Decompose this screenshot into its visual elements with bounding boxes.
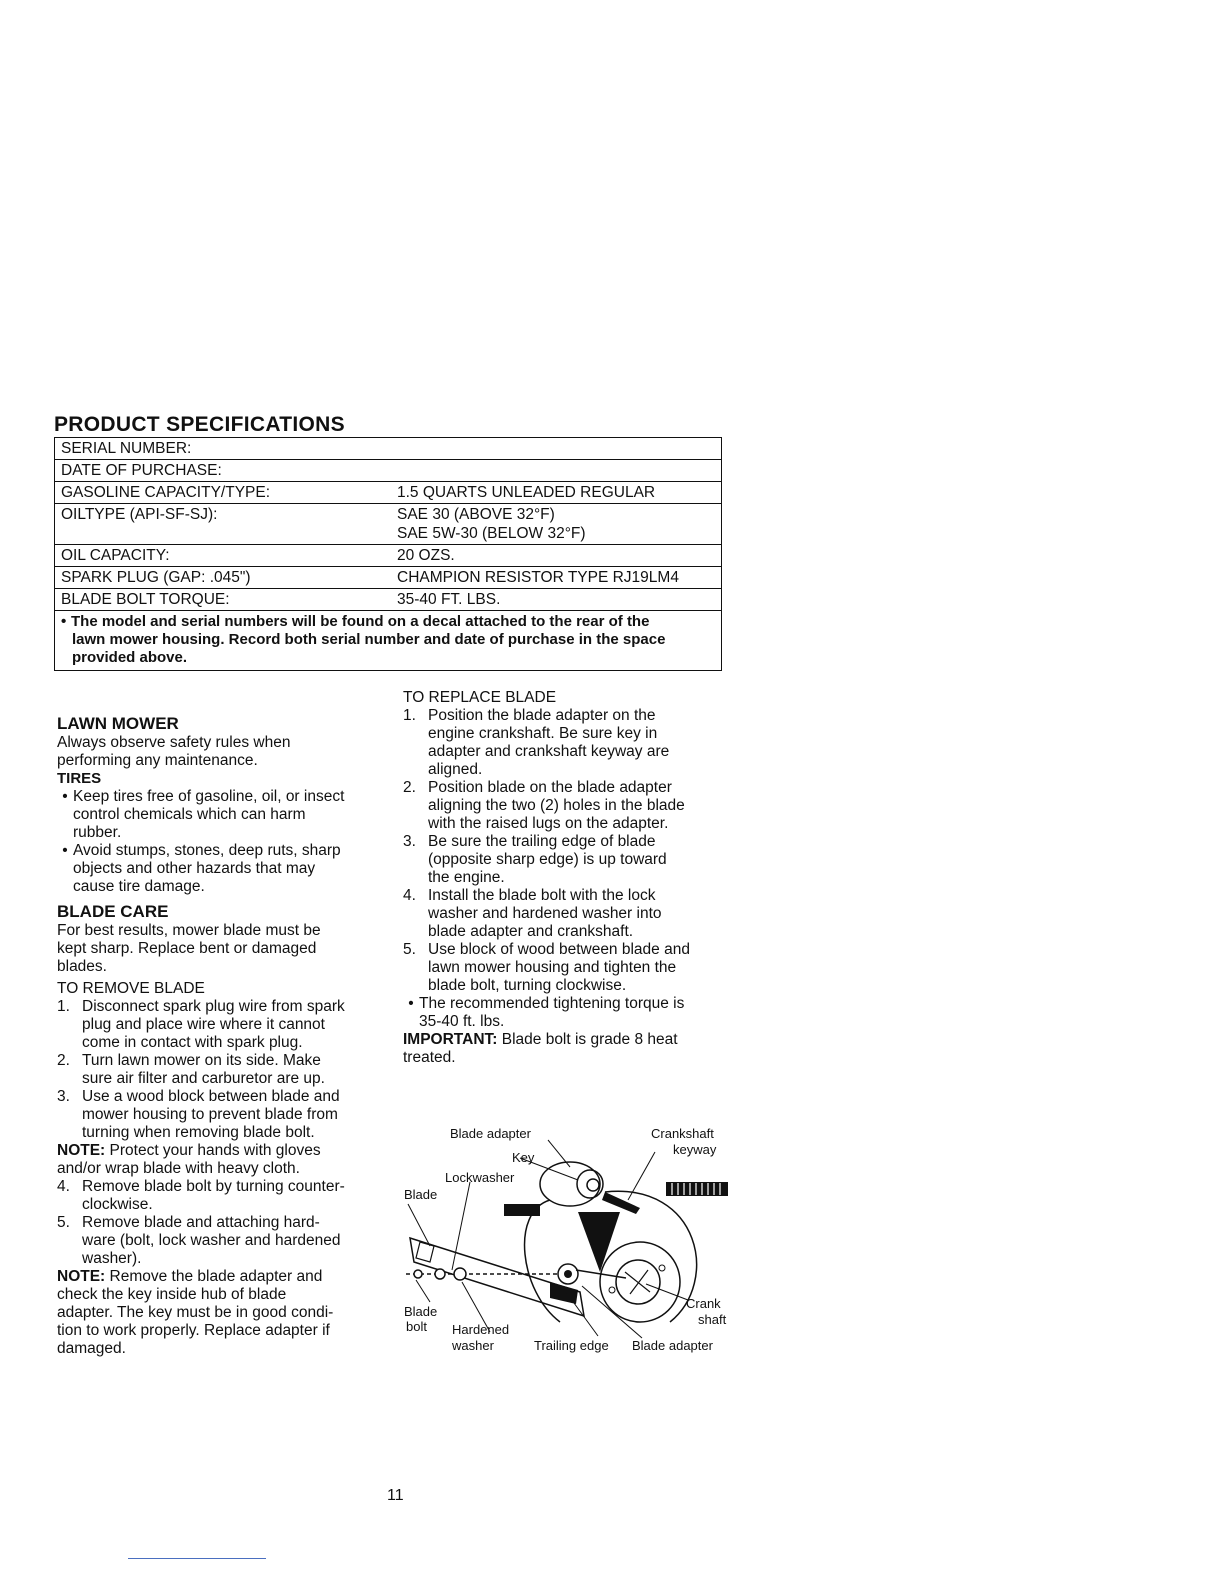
blade-intro-line: blades. xyxy=(57,958,107,975)
step-text xyxy=(428,833,667,887)
step-line: with the raised lugs on the adapter. xyxy=(428,815,669,832)
note-text: check the key inside hub of blade xyxy=(57,1286,287,1303)
step-line: aligned. xyxy=(428,761,483,778)
step-number: 4. xyxy=(57,1178,70,1195)
page-number: 11 xyxy=(387,1487,404,1504)
step-line: lawn mower housing and tighten the xyxy=(428,959,677,976)
torque-bullet xyxy=(403,995,733,1031)
step-line: clockwise. xyxy=(82,1196,153,1213)
note-text: Protect your hands with gloves xyxy=(105,1142,321,1159)
step-number: 5. xyxy=(57,1214,70,1231)
step-number: 5. xyxy=(403,941,416,958)
numbered-step xyxy=(403,833,733,887)
step-text xyxy=(82,1178,345,1214)
intro-line: performing any maintenance. xyxy=(57,752,258,769)
numbered-step xyxy=(403,887,733,941)
note-text: Remove the blade adapter and xyxy=(105,1268,323,1285)
label-blade-adapter-bottom: Blade adapter xyxy=(632,1338,713,1353)
step-number: 4. xyxy=(403,887,416,904)
spec-label: DATE OF PURCHASE: xyxy=(61,462,222,479)
step-text xyxy=(428,779,685,833)
step-line: Turn lawn mower on its side. Make xyxy=(82,1052,321,1069)
step-number: 1. xyxy=(57,998,70,1015)
right-column xyxy=(403,689,733,1067)
bullet-line: objects and other hazards that may xyxy=(73,860,316,877)
blade-care-heading: BLADE CARE xyxy=(57,902,169,921)
note-protect xyxy=(57,1142,387,1160)
step-line: adapter and crankshaft keyway are xyxy=(428,743,670,760)
bullet-mark: • xyxy=(62,788,68,805)
spec-note xyxy=(55,611,721,670)
step-line: come in contact with spark plug. xyxy=(82,1034,303,1051)
spec-row xyxy=(55,504,721,545)
spec-row xyxy=(55,567,721,589)
step-line: blade adapter and crankshaft. xyxy=(428,923,634,940)
tire-bullet xyxy=(57,788,387,842)
label-keyway: keyway xyxy=(673,1142,717,1157)
numbered-step xyxy=(57,1214,387,1268)
spec-value xyxy=(393,545,721,566)
step-line: turning when removing blade bolt. xyxy=(82,1124,315,1141)
step-text xyxy=(82,1214,340,1268)
step-number: 2. xyxy=(57,1052,70,1069)
spec-row xyxy=(55,482,721,504)
label-blade-adapter-top: Blade adapter xyxy=(450,1126,531,1141)
note-label: NOTE: xyxy=(57,1142,106,1159)
bullet-text xyxy=(73,788,344,842)
spec-value-line: SAE 30 (ABOVE 32°F) xyxy=(397,506,555,523)
step-line: Position blade on the blade adapter xyxy=(428,779,672,796)
label-hardened-washer: Hardened xyxy=(452,1322,510,1337)
spec-label: OILTYPE (API-SF-SJ): xyxy=(61,506,218,523)
spec-row xyxy=(55,589,721,611)
spec-value-line: 35-40 FT. LBS. xyxy=(397,591,501,608)
spec-value-line: CHAMPION RESISTOR TYPE RJ19LM4 xyxy=(397,569,679,586)
intro-line: Always observe safety rules when xyxy=(57,734,291,751)
numbered-step xyxy=(57,1052,387,1088)
spec-row xyxy=(55,460,721,482)
bullet-line: Keep tires free of gasoline, oil, or insect xyxy=(73,788,345,805)
spec-label: SPARK PLUG (GAP: .045") xyxy=(61,569,251,586)
spec-value xyxy=(393,504,721,544)
step-line: sure air filter and carburetor are up. xyxy=(82,1070,325,1087)
label-crankshaft-bottom: shaft xyxy=(698,1312,727,1327)
label-trailing-edge: Trailing edge xyxy=(534,1338,609,1353)
step-text xyxy=(428,707,669,779)
step-number: 2. xyxy=(403,779,416,796)
tire-bullet xyxy=(57,842,387,896)
bullet-mark: • xyxy=(62,842,68,859)
step-line: Use block of wood between blade and xyxy=(428,941,690,958)
numbered-step xyxy=(57,1088,387,1142)
step-line: Remove blade bolt by turning counter- xyxy=(82,1178,345,1195)
numbered-step xyxy=(57,1178,387,1214)
spec-label: SERIAL NUMBER: xyxy=(61,440,192,457)
step-line: blade bolt, turning clockwise. xyxy=(428,977,627,994)
step-line: (opposite sharp edge) is up toward xyxy=(428,851,667,868)
step-line: the engine. xyxy=(428,869,505,886)
torque-line: 35-40 ft. lbs. xyxy=(419,1013,505,1030)
label-blade-bolt: Blade xyxy=(404,1304,438,1319)
important-text: treated. xyxy=(403,1049,456,1066)
bullet-line: control chemicals which can harm xyxy=(73,806,306,823)
important-text: Blade bolt is grade 8 heat xyxy=(497,1031,678,1048)
spec-row xyxy=(55,438,721,460)
tires-heading: TIRES xyxy=(57,770,102,787)
numbered-step xyxy=(57,998,387,1052)
numbered-step xyxy=(403,941,733,995)
page-title: PRODUCT SPECIFICATIONS xyxy=(54,413,345,436)
step-number: 3. xyxy=(57,1088,70,1105)
spec-row xyxy=(55,545,721,567)
step-text xyxy=(82,1088,340,1142)
step-number: 1. xyxy=(403,707,416,724)
note-text: damaged. xyxy=(57,1340,126,1357)
label-blade-bolt: bolt xyxy=(406,1319,427,1334)
important-label: IMPORTANT: xyxy=(403,1031,498,1048)
spec-value xyxy=(393,589,721,610)
label-crankshaft-bottom: Crank xyxy=(686,1296,721,1311)
note-label: NOTE: xyxy=(57,1268,106,1285)
bullet-line: cause tire damage. xyxy=(73,878,205,895)
note-text: adapter. The key must be in good condi- xyxy=(57,1304,334,1321)
torque-line: The recommended tightening torque is xyxy=(419,995,685,1012)
spec-value xyxy=(393,482,721,503)
step-text xyxy=(428,941,690,995)
step-line: ware (bolt, lock washer and hardened xyxy=(82,1232,341,1249)
blade-intro-line: For best results, mower blade must be xyxy=(57,922,321,939)
label-crankshaft: Crankshaft xyxy=(651,1126,714,1141)
bullet-mark: • xyxy=(408,995,414,1012)
replace-blade-heading: TO REPLACE BLADE xyxy=(403,689,557,706)
step-line: Position the blade adapter on the xyxy=(428,707,656,724)
step-line: plug and place wire where it cannot xyxy=(82,1016,325,1033)
spec-value xyxy=(393,438,721,459)
step-number: 3. xyxy=(403,833,416,850)
numbered-step xyxy=(403,779,733,833)
left-column xyxy=(57,714,387,1358)
spec-value-line: SAE 5W-30 (BELOW 32°F) xyxy=(397,525,586,542)
spec-value xyxy=(393,567,721,588)
note-adapter xyxy=(57,1268,387,1286)
bullet-text xyxy=(73,842,341,896)
step-line: Remove blade and attaching hard- xyxy=(82,1214,320,1231)
remove-blade-heading: TO REMOVE BLADE xyxy=(57,980,205,997)
step-line: Disconnect spark plug wire from spark xyxy=(82,998,345,1015)
step-line: washer). xyxy=(82,1250,142,1267)
spec-note-bullet: • xyxy=(61,613,67,630)
step-line: aligning the two (2) holes in the blade xyxy=(428,797,685,814)
step-line: Be sure the trailing edge of blade xyxy=(428,833,656,850)
step-text xyxy=(82,998,345,1052)
important-note xyxy=(403,1031,733,1049)
spec-label: OIL CAPACITY: xyxy=(61,547,170,564)
lawn-mower-heading: LAWN MOWER xyxy=(57,714,179,733)
step-line: mower housing to prevent blade from xyxy=(82,1106,338,1123)
label-hardened-washer: washer xyxy=(452,1338,494,1353)
spec-value-line: 1.5 QUARTS UNLEADED REGULAR xyxy=(397,484,656,501)
label-blade: Blade xyxy=(404,1187,438,1202)
note-text: tion to work properly. Replace adapter if xyxy=(57,1322,330,1339)
bullet-line: rubber. xyxy=(73,824,122,841)
step-line: Use a wood block between blade and xyxy=(82,1088,340,1105)
step-text xyxy=(428,887,662,941)
spec-value-line: 20 OZS. xyxy=(397,547,455,564)
spec-note-line: provided above. xyxy=(72,649,188,666)
step-line: engine crankshaft. Be sure key in xyxy=(428,725,658,742)
spec-note-line: The model and serial numbers will be found on a decal attached to the rear of the xyxy=(71,613,650,630)
numbered-step xyxy=(403,707,733,779)
blade-intro-line: kept sharp. Replace bent or damaged xyxy=(57,940,317,957)
step-line: washer and hardened washer into xyxy=(428,905,662,922)
spec-note-line: lawn mower housing. Record both serial number and date of purchase in the space xyxy=(72,631,666,648)
blade-assembly-illustration xyxy=(400,1122,730,1362)
spec-label: GASOLINE CAPACITY/TYPE: xyxy=(61,484,271,501)
label-lockwasher: Lockwasher xyxy=(445,1170,515,1185)
spec-table xyxy=(54,437,722,671)
label-key: Key xyxy=(512,1150,535,1165)
spec-label: BLADE BOLT TORQUE: xyxy=(61,591,230,608)
step-line: Install the blade bolt with the lock xyxy=(428,887,656,904)
bullet-line: Avoid stumps, stones, deep ruts, sharp xyxy=(73,842,341,859)
spec-value xyxy=(393,460,721,481)
step-text xyxy=(82,1052,325,1088)
note-text: and/or wrap blade with heavy cloth. xyxy=(57,1160,300,1177)
blade-assembly-diagram xyxy=(400,1122,730,1362)
footer-rule xyxy=(128,1558,266,1559)
